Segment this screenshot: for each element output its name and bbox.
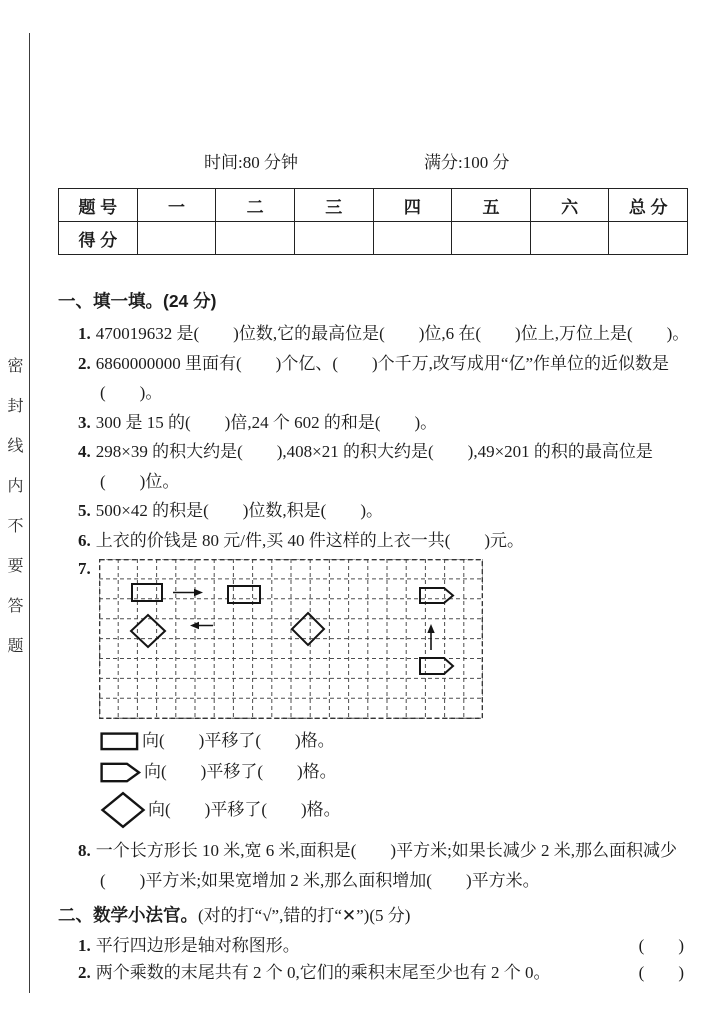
question-text: 6860000000 里面有( )个亿、( )个千万,改写成用“亿”作单位的近似数是( )。 — [95, 353, 669, 402]
answer-paren: ( ) — [638, 963, 684, 982]
answer-text: 向( )平移了( )格。 — [142, 731, 335, 750]
time-label: 时间:80 分钟 — [204, 153, 298, 172]
seal-vertical-text: 密封线内不要答题 — [5, 357, 22, 677]
question-number: 3. — [78, 412, 91, 432]
score-cell — [294, 222, 373, 255]
question-3 — [58, 408, 690, 438]
rectangle-shape-moved — [228, 586, 260, 603]
score-cell — [530, 222, 609, 255]
question-text: 470019632 是( )位数,它的最高位是( )位,6 在( )位上,万位上是( )。 — [95, 324, 690, 343]
question-text: 两个乘数的末尾共有 2 个 0,它们的乘积末尾至少也有 2 个 0。 — [95, 963, 551, 982]
question-number: 8. — [78, 841, 91, 860]
question-2 — [58, 349, 690, 408]
score-table-header-row — [59, 189, 688, 222]
score-table-header-cell: 题 号 — [59, 189, 138, 222]
question-number: 1. — [78, 936, 91, 955]
score-cell — [216, 222, 295, 255]
question-number: 2. — [78, 353, 91, 373]
question-7-answers — [58, 729, 690, 829]
question-number: 7. — [78, 559, 91, 578]
exam-content — [58, 150, 690, 986]
section-2-title-note: (对的打“√”,错的打“✕”)(5 分) — [198, 906, 411, 925]
score-table-header-cell: 一 — [137, 189, 216, 222]
score-table-header-cell: 总 分 — [609, 189, 688, 222]
diamond-icon — [100, 791, 146, 829]
score-cell — [609, 222, 688, 255]
question-text: 平行四边形是轴对称图形。 — [95, 936, 300, 955]
score-table — [58, 188, 688, 255]
answer-row-pentagon — [58, 760, 690, 784]
question-5 — [58, 496, 690, 526]
section-2-questions — [58, 932, 690, 986]
question-4 — [58, 437, 690, 496]
score-table-header-cell: 四 — [373, 189, 452, 222]
score-table-header-cell: 五 — [452, 189, 531, 222]
question-text: 300 是 15 的( )倍,24 个 602 的和是( )。 — [95, 412, 438, 432]
diamond-shape-moved — [292, 613, 324, 645]
score-table-header-cell: 三 — [294, 189, 373, 222]
score-table-header-cell: 六 — [530, 189, 609, 222]
pentagon-icon — [100, 762, 142, 783]
score-cell — [137, 222, 216, 255]
question-number: 4. — [78, 442, 91, 461]
score-table-header-cell: 二 — [216, 189, 295, 222]
right-arrow-head — [194, 589, 203, 596]
question-number: 2. — [78, 963, 91, 982]
translation-grid — [99, 559, 690, 719]
up-arrow-head — [427, 624, 434, 633]
answer-row-rectangle — [58, 729, 690, 753]
score-cell — [452, 222, 531, 255]
section-1-questions — [58, 319, 690, 555]
score-cell — [373, 222, 452, 255]
full-score-label: 满分:100 分 — [423, 153, 510, 172]
section-2-title-main: 二、数学小法官。 — [58, 905, 198, 925]
section-1-title: 一、填一填。(24 分) — [58, 291, 217, 311]
answer-text: 向( )平移了( )格。 — [144, 762, 337, 781]
question-text: 上衣的价钱是 80 元/件,买 40 件这样的上衣一共( )元。 — [95, 530, 525, 550]
score-row-label: 得 分 — [59, 222, 138, 255]
judge-question-1 — [58, 932, 690, 959]
score-table-score-row — [59, 222, 688, 255]
question-1 — [58, 319, 690, 349]
question-6 — [58, 526, 690, 556]
judge-question-2 — [58, 959, 690, 986]
answer-paren: ( ) — [638, 936, 684, 955]
answer-text: 向( )平移了( )格。 — [148, 800, 341, 819]
exam-header — [58, 150, 690, 176]
section-2-title — [58, 902, 690, 929]
rectangle-icon — [100, 732, 140, 751]
question-number: 6. — [78, 530, 91, 550]
diamond-shape-original — [131, 615, 165, 647]
question-text: 298×39 的积大约是( ),408×21 的积大约是( ),49×201 的积的最高位是( )位。 — [95, 442, 653, 491]
question-7 — [58, 559, 690, 719]
question-text: 一个长方形长 10 米,宽 6 米,面积是( )平方米;如果长减少 2 米,那么面积减少( )平方米;如果宽增加 2 米,那么面积增加( )平方米。 — [95, 841, 678, 890]
question-8 — [58, 836, 690, 895]
question-text: 500×42 的积是( )位数,积是( )。 — [95, 501, 383, 520]
question-number: 5. — [78, 501, 91, 520]
question-8-wrap — [58, 836, 690, 895]
seal-divider-line — [29, 33, 30, 993]
answer-row-diamond — [58, 791, 690, 829]
question-number: 1. — [78, 324, 91, 343]
